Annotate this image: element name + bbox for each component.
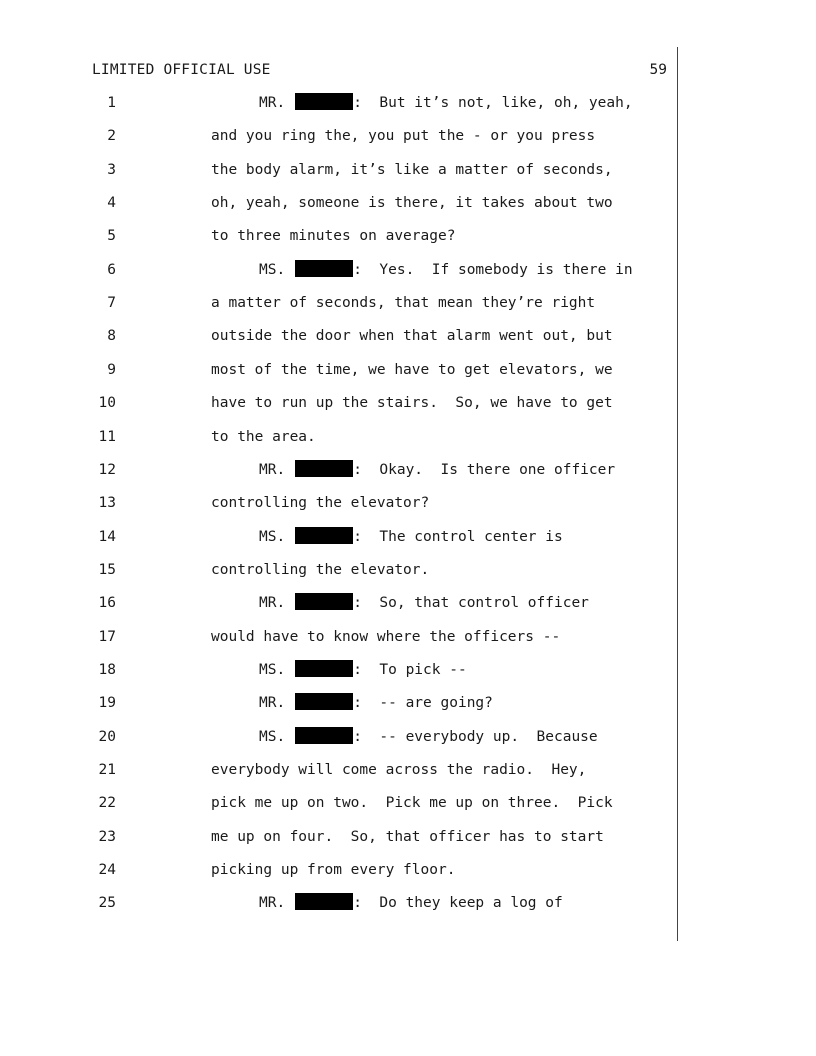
redaction-block <box>295 660 353 677</box>
spoken-text: : Okay. Is there one officer <box>353 461 616 478</box>
redaction-block <box>295 460 353 477</box>
line-text: would have to know where the officers -- <box>211 628 561 645</box>
line-number: 23 <box>98 828 116 845</box>
redaction-block <box>295 727 353 744</box>
redaction-block <box>295 93 353 110</box>
speaker-label: MS. <box>259 728 286 745</box>
spoken-text: : To pick -- <box>353 661 467 678</box>
line-text <box>259 593 589 613</box>
line-number: 17 <box>98 628 116 645</box>
line-number: 25 <box>98 895 116 912</box>
line-text <box>259 460 615 480</box>
spoken-text: : The control center is <box>353 528 563 545</box>
line-text: and you ring the, you put the - or you press <box>211 128 596 145</box>
line-number: 10 <box>98 395 116 412</box>
spoken-text: : So, that control officer <box>353 595 589 612</box>
header-label: LIMITED OFFICIAL USE <box>92 62 271 78</box>
right-margin-rule <box>677 47 678 941</box>
line-number: 9 <box>107 361 116 378</box>
line-text <box>259 93 633 113</box>
line-number: 15 <box>98 561 116 578</box>
speaker-label: MS. <box>259 528 286 545</box>
line-text: oh, yeah, someone is there, it takes about two <box>211 195 613 212</box>
line-text: the body alarm, it’s like a matter of seconds, <box>211 161 613 178</box>
spoken-text: : -- everybody up. Because <box>353 728 598 745</box>
line-text <box>259 693 493 713</box>
line-number: 8 <box>107 328 116 345</box>
line-number: 12 <box>98 461 116 478</box>
spoken-text: : But it’s not, like, oh, yeah, <box>353 95 633 111</box>
line-number: 6 <box>107 261 116 278</box>
line-number: 20 <box>98 728 116 745</box>
line-text: a matter of seconds, that mean they’re right <box>211 295 596 312</box>
line-text: me up on four. So, that officer has to start <box>211 828 604 845</box>
line-number: 21 <box>98 762 116 778</box>
line-number: 16 <box>98 595 116 612</box>
line-text: most of the time, we have to get elevators, we <box>211 361 613 378</box>
line-number: 1 <box>107 95 116 111</box>
line-number: 7 <box>107 295 116 312</box>
spoken-text: : -- are going? <box>353 695 493 712</box>
speaker-label: MR. <box>259 461 286 478</box>
redaction-block <box>295 593 353 610</box>
redaction-block <box>295 693 353 710</box>
line-text <box>259 893 563 913</box>
speaker-label: MR. <box>259 695 286 712</box>
line-number: 18 <box>98 661 116 678</box>
line-number: 24 <box>98 862 116 879</box>
line-text <box>259 527 563 547</box>
speaker-label: MR. <box>259 895 286 912</box>
line-number: 14 <box>98 528 116 545</box>
line-number: 19 <box>98 695 116 712</box>
line-text: have to run up the stairs. So, we have to get <box>211 395 613 412</box>
speaker-label: MR. <box>259 595 286 612</box>
line-text: picking up from every floor. <box>211 862 456 879</box>
speaker-label: MR. <box>259 95 286 111</box>
page-number: 59 <box>649 62 667 78</box>
redaction-block <box>295 527 353 544</box>
line-text <box>259 660 467 680</box>
line-text: to three minutes on average? <box>211 228 456 245</box>
line-text: pick me up on two. Pick me up on three. Pick <box>211 795 613 812</box>
line-number: 13 <box>98 495 116 512</box>
spoken-text: : Yes. If somebody is there in <box>353 261 633 278</box>
line-number: 3 <box>107 161 116 178</box>
line-text: to the area. <box>211 428 316 445</box>
redaction-block <box>295 893 353 910</box>
line-number: 5 <box>107 228 116 245</box>
line-number: 11 <box>98 428 116 445</box>
line-text <box>259 260 633 280</box>
redaction-block <box>295 260 353 277</box>
spoken-text: : Do they keep a log of <box>353 895 563 912</box>
line-number: 2 <box>107 128 116 145</box>
speaker-label: MS. <box>259 661 286 678</box>
line-number: 22 <box>98 795 116 812</box>
line-text: controlling the elevator? <box>211 495 430 512</box>
line-text: outside the door when that alarm went out, but <box>211 328 613 345</box>
line-number: 4 <box>107 195 116 212</box>
line-text <box>259 727 598 747</box>
line-text: everybody will come across the radio. Hey, <box>211 762 587 778</box>
line-text: controlling the elevator. <box>211 561 430 578</box>
speaker-label: MS. <box>259 261 286 278</box>
